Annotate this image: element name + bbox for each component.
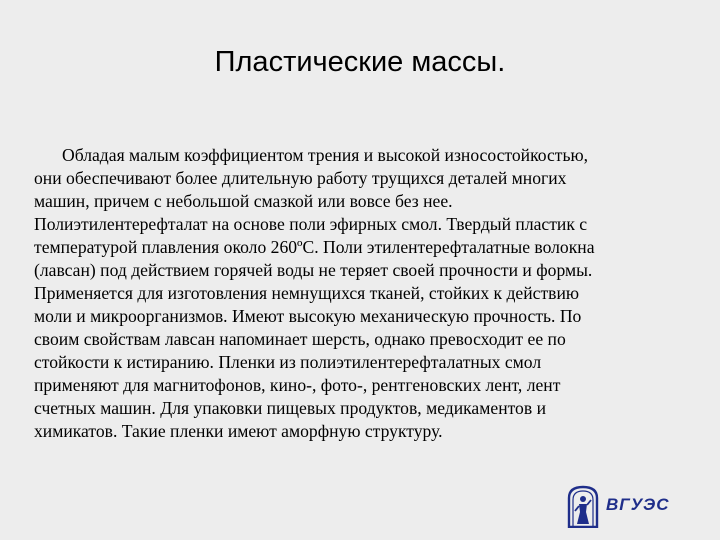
paragraph-line: машин, причем с небольшой смазкой или вовсе без нее.: [34, 191, 453, 211]
paragraph-line: моли и микроорганизмов. Имеют высокую механическую прочность. По: [34, 306, 582, 326]
paragraph-line: стойкости к истиранию. Пленки из полиэтилентерефталатных смол: [34, 352, 542, 372]
paragraph-line: счетных машин. Для упаковки пищевых продуктов, медикаментов и: [34, 398, 546, 418]
university-emblem-icon: [566, 484, 600, 528]
paragraph-line: химикатов. Такие пленки имеют аморфную структуру.: [34, 421, 443, 441]
paragraph-line: Применяется для изготовления немнущихся тканей, стойких к действию: [34, 283, 580, 303]
paragraph-line: своим свойствам лавсан напоминает шерсть, однако превосходит ее по: [34, 329, 566, 349]
logo-text: ВГУЭС: [606, 495, 670, 514]
paragraph-line: Полиэтилентерефталат на основе поли эфирных смол. Твердый пластик с: [34, 214, 588, 234]
slide-title: Пластические массы.: [214, 46, 506, 78]
paragraph-line: температурой плавления около 260ºС. Поли этилентерефталатные волокна: [34, 237, 595, 257]
paragraph-line: (лавсан) под действием горячей воды не теряет своей прочности и формы.: [34, 260, 593, 280]
paragraph-line: применяют для магнитофонов, кино-, фото-, рентгеновских лент, лент: [34, 375, 561, 395]
paragraph-line: Обладая малым коэффициентом трения и высокой износостойкостью,: [62, 145, 589, 165]
university-logo: [566, 484, 676, 528]
slide-paragraph: [34, 144, 690, 443]
paragraph-line: они обеспечивают более длительную работу трущихся деталей многих: [34, 168, 567, 188]
